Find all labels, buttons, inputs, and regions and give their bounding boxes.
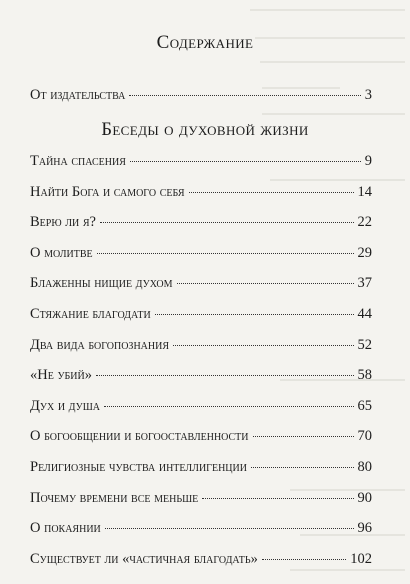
toc-entry-page-number: 90 [357,489,372,506]
dot-leader [253,436,354,437]
toc-entry-label: Тайна спасения [30,153,126,169]
page-title: Содержание [156,32,254,53]
toc-entry[interactable] [30,211,372,233]
dot-leader [173,345,354,346]
dot-leader [100,222,354,223]
toc-entry[interactable] [30,364,372,386]
toc-entry-label: О богообщении и богооставленности [30,428,249,445]
toc-entry-page-number: 22 [357,214,372,231]
toc-entry-page-number: 3 [364,87,372,103]
dot-leader [97,253,354,254]
toc-entry-label: От издательства [30,87,126,103]
dot-leader [202,498,353,499]
toc-entry[interactable] [30,181,372,203]
toc-entry-page-number: 37 [357,275,372,292]
toc-entry-label: Существует ли «частичная благодать» [30,550,258,567]
toc-entry-page-number: 58 [357,367,372,384]
dot-leader [155,314,354,315]
toc-entry-page-number: 102 [350,550,372,567]
toc-entry[interactable] [30,150,372,172]
dot-leader [129,95,360,96]
toc-entry[interactable] [30,548,372,570]
dot-leader [96,375,354,376]
toc-entry-page-number: 14 [357,183,372,200]
toc-entry-page-number: 96 [357,520,372,537]
toc-entry-page-number: 70 [357,428,372,445]
toc-entry-label: Религиозные чувства интеллигенции [30,459,247,475]
dot-leader [105,528,354,529]
toc-entry-label: Найти Бога и самого себя [30,183,185,200]
toc-entry-label: Стяжание благодати [30,306,151,322]
dot-leader [104,406,354,407]
toc-entry[interactable] [30,425,372,447]
dot-leader [251,467,354,468]
toc-entry-page-number: 9 [364,153,372,169]
toc-entry-label: Блаженны нищие духом [30,275,173,292]
toc-entry[interactable] [30,334,372,356]
toc-entry-label: О покаянии [30,520,101,537]
section-title: Беседы о духовной жизни [101,120,309,140]
toc-entry[interactable] [30,303,372,325]
toc-entry[interactable] [30,456,372,478]
toc-entry-label: Почему времени все меньше [30,489,199,506]
toc-entry-page-number: 29 [357,244,372,261]
dot-leader [177,283,354,284]
toc-entry[interactable] [30,395,372,417]
toc-entry[interactable] [30,84,372,106]
toc-entry[interactable] [30,272,372,294]
toc-entry-page-number: 44 [357,306,372,322]
toc-entry-label: «Не убий» [30,367,92,384]
toc-entry[interactable] [30,517,372,539]
toc-entry[interactable] [30,487,372,509]
dot-leader [130,161,361,162]
toc-entry[interactable] [30,242,372,264]
toc-entry-page-number: 65 [357,397,372,414]
toc-entry-page-number: 80 [357,459,372,475]
dot-leader [262,559,346,560]
toc-entry-label: О молитве [30,244,93,261]
dot-leader [189,192,354,193]
toc-entry-label: Два вида богопознания [30,336,169,353]
toc-entry-label: Верю ли я? [30,214,96,231]
toc-entry-label: Дух и душа [30,397,100,414]
toc-entry-page-number: 52 [357,336,372,353]
